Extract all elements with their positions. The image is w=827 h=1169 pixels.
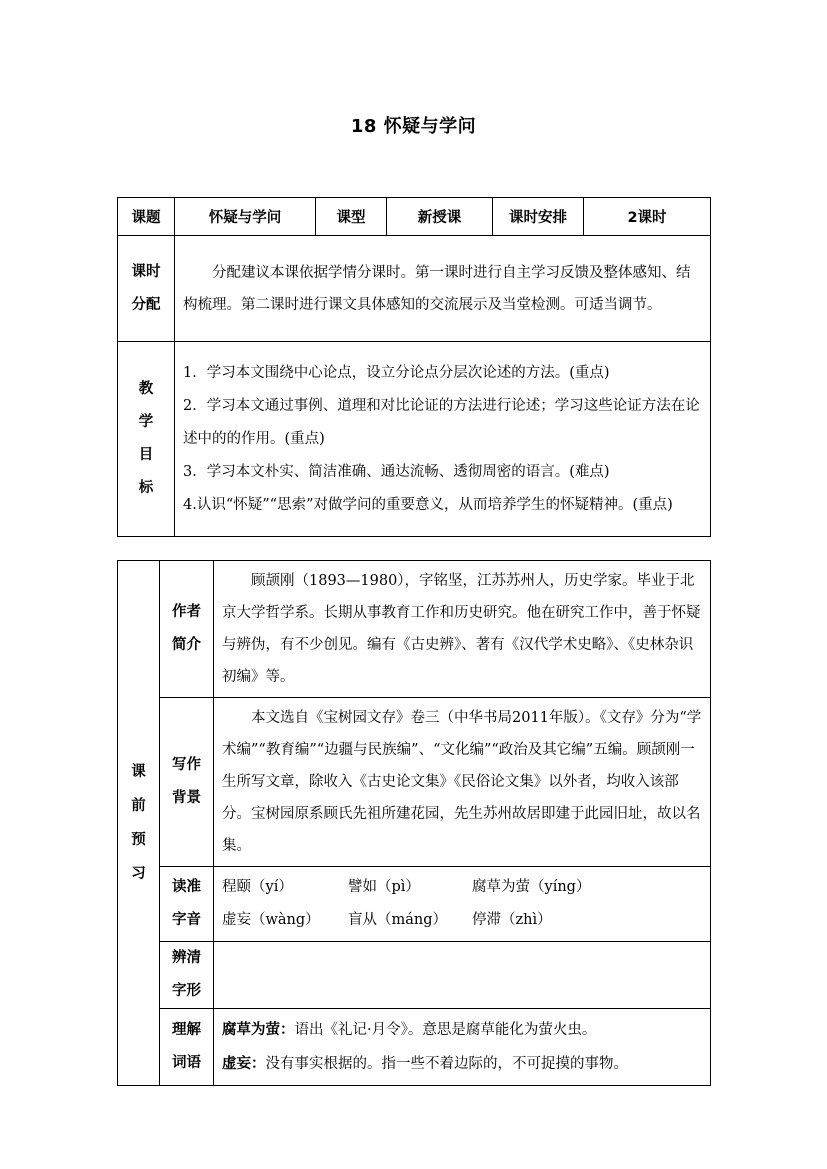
author-intro-text: 顾颉刚（1893—1980），字铭坚，江苏苏州人，历史学家。毕业于北京大学哲学系。长期从事教育工作和历史研究。他在研究工作中，善于怀疑与辨伪，有不少创见。编有《古史辨》、著有《汉代学术史略》、《史林杂识初编》等。 bbox=[214, 561, 711, 698]
vocab-label bbox=[160, 1009, 214, 1086]
allocation-row bbox=[118, 236, 711, 342]
goals-label bbox=[118, 342, 175, 537]
goals-label-char: 学 bbox=[138, 414, 154, 430]
schedule-value: 2课时 bbox=[584, 198, 711, 236]
preview-label-char: 预 bbox=[131, 832, 146, 848]
pronunciation-label-line1: 读准 bbox=[172, 879, 201, 895]
preview-label-char: 课 bbox=[131, 764, 146, 780]
preview-table bbox=[117, 560, 711, 1086]
vocab-item bbox=[222, 1047, 702, 1081]
pronunciation-item: 程颐（yí） bbox=[222, 879, 293, 895]
goals-label-char: 标 bbox=[138, 480, 154, 496]
background-label bbox=[160, 698, 214, 867]
vocab-label-line2: 词语 bbox=[172, 1055, 201, 1071]
author-label-line1: 作者 bbox=[172, 604, 201, 620]
background-text: 本文选自《宝树园文存》卷三（中华书局2011年版）。《文存》分为“学术编”“教育编”“边疆与民族编”、“文化编”“政治及其它编”五编。顾颉刚一生所写文章，除收入《古史论文集》《民俗论文集》以外者，均收入该部分。宝树园原系顾氏先祖所建花园，先生苏州故居即建于此园旧址，故以名集。 bbox=[214, 698, 711, 867]
background-label-line1: 写作 bbox=[172, 757, 201, 773]
goal-item: 2．学习本文通过事例、道理和对比论证的方法进行论述；学习这些论证方法在论述中的的作用。(重点) bbox=[183, 397, 700, 447]
allocation-label bbox=[118, 236, 175, 342]
vocab-row bbox=[118, 1009, 711, 1086]
glyphs-row bbox=[118, 942, 711, 1009]
preview-label-char: 习 bbox=[131, 866, 146, 882]
allocation-label-line1: 课时 bbox=[131, 263, 161, 280]
background-label-line2: 背景 bbox=[172, 790, 201, 806]
preview-label-char: 前 bbox=[131, 798, 146, 814]
pronunciation-label-line2: 字音 bbox=[172, 912, 201, 928]
vocab-definition: 语出《礼记·月令》。意思是腐草能化为萤火虫。 bbox=[294, 1022, 597, 1038]
goal-item: 4.认识“怀疑”“思索”对做学问的重要意义，从而培养学生的怀疑精神。(重点) bbox=[183, 496, 673, 513]
vocab-label-line1: 理解 bbox=[172, 1022, 201, 1038]
topic-row bbox=[118, 198, 711, 236]
glyphs-label bbox=[160, 942, 214, 1009]
allocation-label-line2: 分配 bbox=[131, 296, 161, 313]
pronunciation-label bbox=[160, 867, 214, 942]
pronunciation-item: 譬如（pì） bbox=[348, 879, 420, 895]
type-value: 新授课 bbox=[387, 198, 493, 236]
goals-label-char: 目 bbox=[138, 447, 154, 463]
background-row bbox=[118, 698, 711, 867]
goal-item: 3．学习本文朴实、简洁准确、通达流畅、透彻周密的语言。(难点) bbox=[183, 463, 610, 480]
pronunciation-line bbox=[222, 904, 702, 937]
vocab-term: 腐草为萤： bbox=[222, 1021, 295, 1038]
pronunciation-list bbox=[214, 867, 711, 942]
pronunciation-item: 盲从（máng） bbox=[348, 912, 448, 928]
page-title: 18 怀疑与学问 bbox=[350, 116, 477, 137]
topic-value: 怀疑与学问 bbox=[175, 198, 316, 236]
goals-label-char: 教 bbox=[138, 381, 154, 397]
lesson-info-table bbox=[117, 197, 711, 537]
pronunciation-line bbox=[222, 871, 702, 904]
pronunciation-item: 停滞（zhì） bbox=[472, 912, 552, 928]
preview-side-label bbox=[118, 561, 160, 1086]
author-label-line2: 简介 bbox=[172, 637, 201, 653]
pronunciation-item: 腐草为萤（yíng） bbox=[472, 879, 591, 895]
glyphs-content bbox=[214, 942, 711, 1009]
vocab-list bbox=[214, 1009, 711, 1086]
schedule-label: 课时安排 bbox=[493, 198, 584, 236]
vocab-term: 虚妄： bbox=[222, 1055, 266, 1072]
author-row bbox=[118, 561, 711, 698]
author-label bbox=[160, 561, 214, 698]
vocab-definition: 没有事实根据的。指一些不着边际的，不可捉摸的事物。 bbox=[265, 1056, 628, 1072]
type-label: 课型 bbox=[316, 198, 387, 236]
glyphs-label-line2: 字形 bbox=[172, 983, 201, 999]
glyphs-label-line1: 辨清 bbox=[172, 950, 201, 966]
goals-list bbox=[175, 342, 711, 537]
goal-item: 1．学习本文围绕中心论点，设立分论点分层次论述的方法。(重点) bbox=[183, 364, 610, 381]
goals-row bbox=[118, 342, 711, 537]
pronunciation-row bbox=[118, 867, 711, 942]
allocation-text: 分配建议本课依据学情分课时。第一课时进行自主学习反馈及整体感知、结构梳理。第二课时进行课文具体感知的交流展示及当堂检测。可适当调节。 bbox=[175, 236, 711, 342]
pronunciation-item: 虚妄（wàng） bbox=[222, 912, 320, 928]
vocab-item bbox=[222, 1013, 702, 1047]
topic-label: 课题 bbox=[118, 198, 175, 236]
